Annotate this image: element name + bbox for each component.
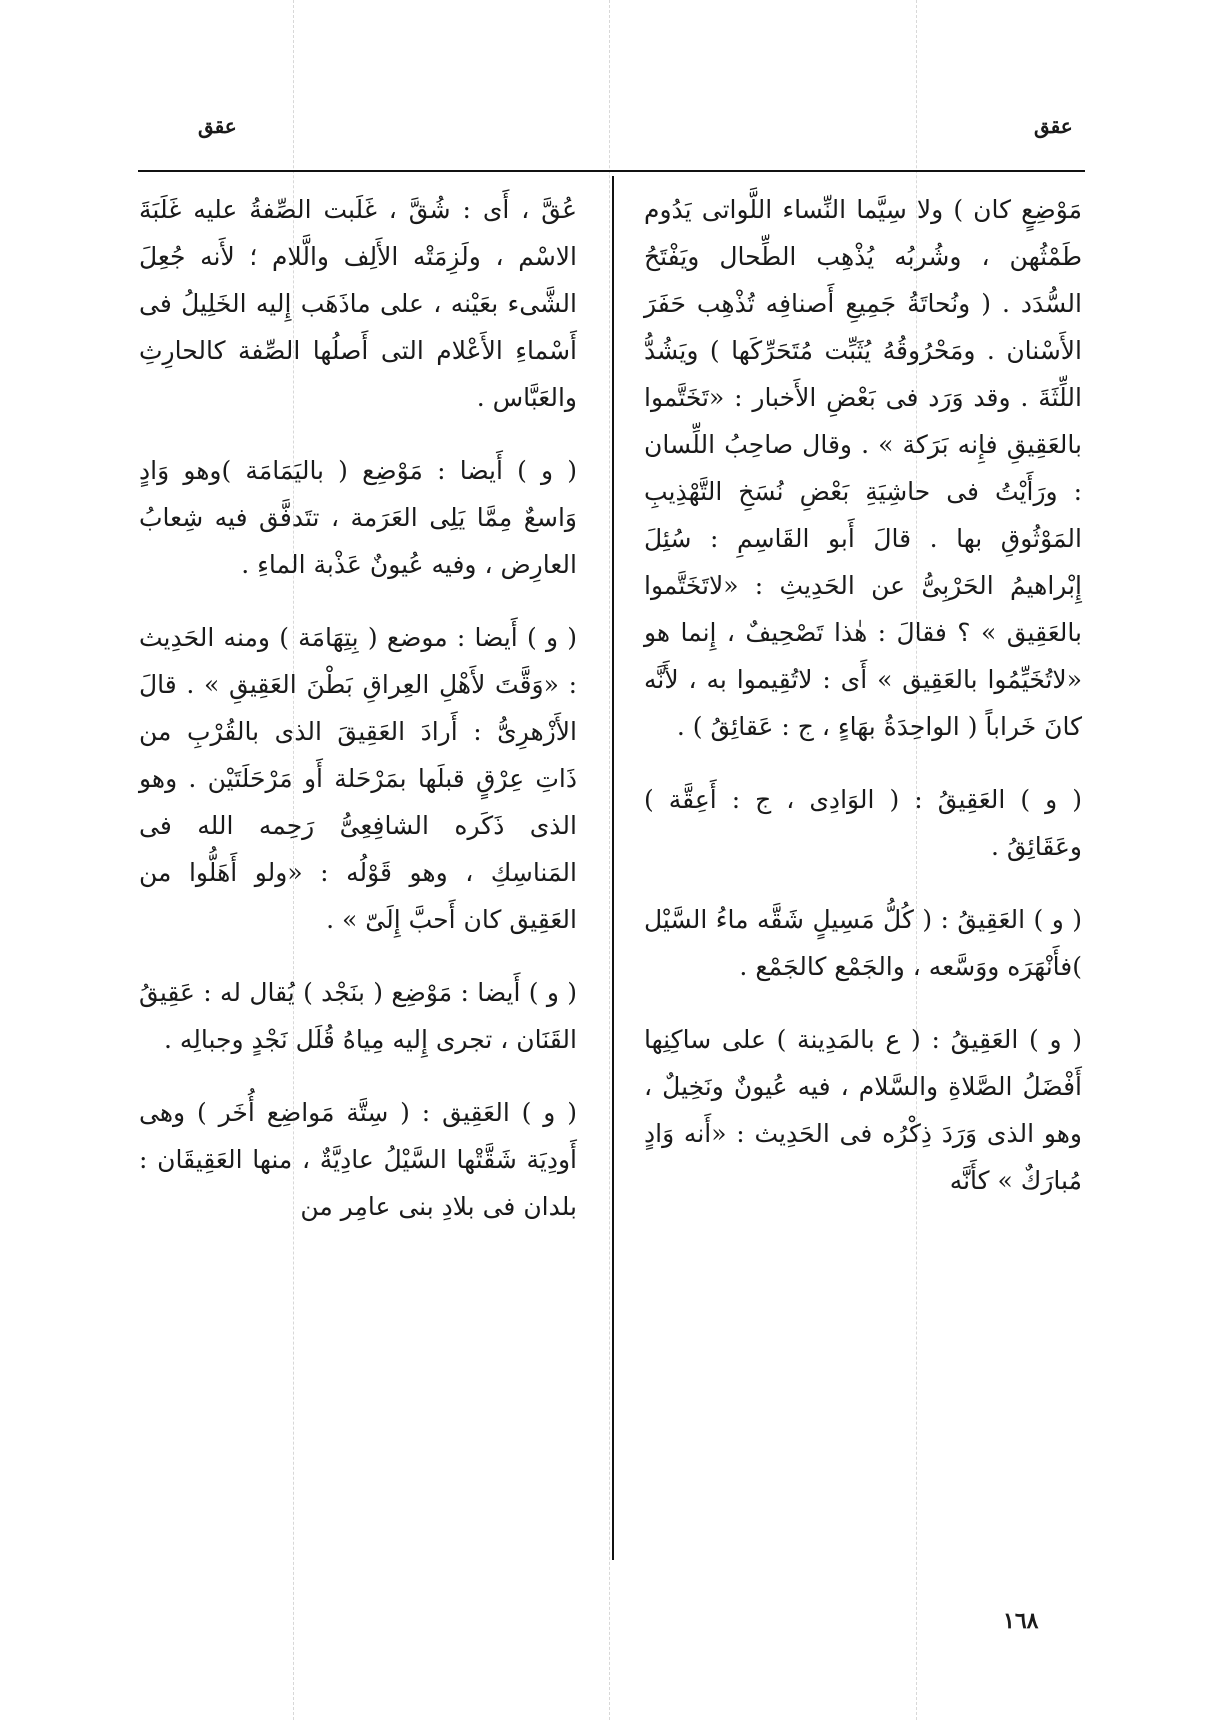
paragraph: ( و ) أَيضا : مَوْضِع ( بنَجْد ) يُقال له : عَقِيقُ القَنَان ، تجرى إِليه مِياهُ قُلَل نَجْدٍ وجبالِه . (139, 978, 577, 1054)
column-divider (612, 176, 614, 1560)
left-column (139, 186, 577, 1256)
paragraph: ( و ) العَقِيقُ : ( الوَادِى ، ج : أَعِقَّة ) وعَقَائِقُ . (644, 785, 1082, 861)
page-number: ١٦٨ (1003, 1608, 1039, 1634)
paragraph: ( و ) العَقِيق : ( سِتَّة مَواضِع أُخَر ) وهى أَودِيَة شَقَّتْها السَّيْلُ عادِيَّةٌ ، منها العَقِيقَان : بلدان فى بلادِ بنى عامِر من (139, 1098, 577, 1221)
paragraph: مَوْضِعٍ كان ) ولا سِيَّما النِّساء اللَّواتى يَدُوم طَمْثُهن ، وشُربُه يُذْهِب الطِّحال ويَفْتَحُ السُّدَد . ( ونُحاتَةُ جَمِيعِ أَصنافِه تُذْهِب حَفَرَ الأَسْنان . ومَحْرُوقُهُ يُثَبِّت مُتَحَرِّكَها ) ويَشُدُّ اللِّثَةَ . وقد وَرَد فى بَعْضِ الأَخبار : «تَخَتَّموا بالعَقِيقِ فإِنه بَرَكة » . وقال صاحِبُ اللِّسان : ورَأَيْتُ فى حاشِيَةِ بَعْضِ نُسَخِ التَّهْذِيبِ المَوْثُوقِ بها . قالَ أَبو القَاسِمِ : سُئِلَ إِبْراهيمُ الحَرْبِىُّ عن الحَدِيثِ : «لاتَخَتَّموا بالعَقِيق » ؟ فقالَ : هٰذا تَصْحِيفٌ ، إِنما هو «لاتُخَيِّمُوا بالعَقِيق » أَى : لاتُقِيموا به ، لأَنَّه كانَ خَراباً ( الواحِدَةُ بهَاءٍ ، ج : عَقائِقُ ) . (644, 195, 1082, 741)
paragraph: ( و ) العَقِيقُ : ( كُلُّ مَسِيلٍ شَقَّه ماءُ السَّيْل )فأَنْهَرَه ووَسَّعه ، والجَمْع كالجَمْع . (644, 905, 1082, 981)
paragraph: عُقَّ ، أَى : شُقَّ ، غَلَبت الصِّفةُ عليه غَلَبَةَ الاسْم ، ولَزِمَتْه الأَلِف والَّلام ؛ لأَنه جُعِلَ الشَّىء بعَيْنه ، على ماذَهَب إِليه الخَلِيلُ فى أَسْماءِ الأَعْلام التى أَصلُها الصِّفة كالحارِثِ والعَبَّاس . (139, 195, 577, 412)
paragraph: ( و ) العَقِيقُ : ( ع بالمَدِينة ) على ساكِنِها أَفْضَلُ الصَّلاةِ والسَّلام ، فيه عُيونٌ ونَخِيلٌ ، وهو الذى وَرَدَ ذِكْرُه فى الحَدِيث : «أَنه وَادٍ مُبارَكٌ » كأَنَّه (644, 1025, 1082, 1195)
scan-guide-line (609, 0, 610, 1720)
running-header-right: عقق (1034, 114, 1073, 138)
header-rule (138, 170, 1085, 172)
right-column (644, 186, 1082, 1230)
running-header-left: عقق (198, 114, 237, 138)
paragraph: ( و ) أَيضا : مَوْضِع ( باليَمَامَة )وهو وَادٍ وَاسعٌ مِمَّا يَلِى العَرَمة ، تتَدفَّق فيه شِعابُ العارِض ، وفيه عُيونٌ عَذْبة الماءِ . (139, 456, 577, 579)
paragraph: ( و ) أَيضا : موضع ( بِتِهَامَة ) ومنه الحَدِيث : «وَقَّتَ لأَهْلِ العِراقِ بَطْنَ العَقِيقِ » . قالَ الأَزْهرِىُّ : أَرادَ العَقِيقَ الذى بالقُرْبِ من ذَاتِ عِرْقٍ قبلَها بمَرْحَلة أَو مَرْحَلَتَيْن . وهو الذى ذَكَره الشافِعِىُّ رَحِمه الله فى المَناسِكِ ، وهو قَوْلُه : «ولو أَهَلُّوا من العَقِيق كان أَحبَّ إِلَىّ » . (139, 623, 577, 934)
